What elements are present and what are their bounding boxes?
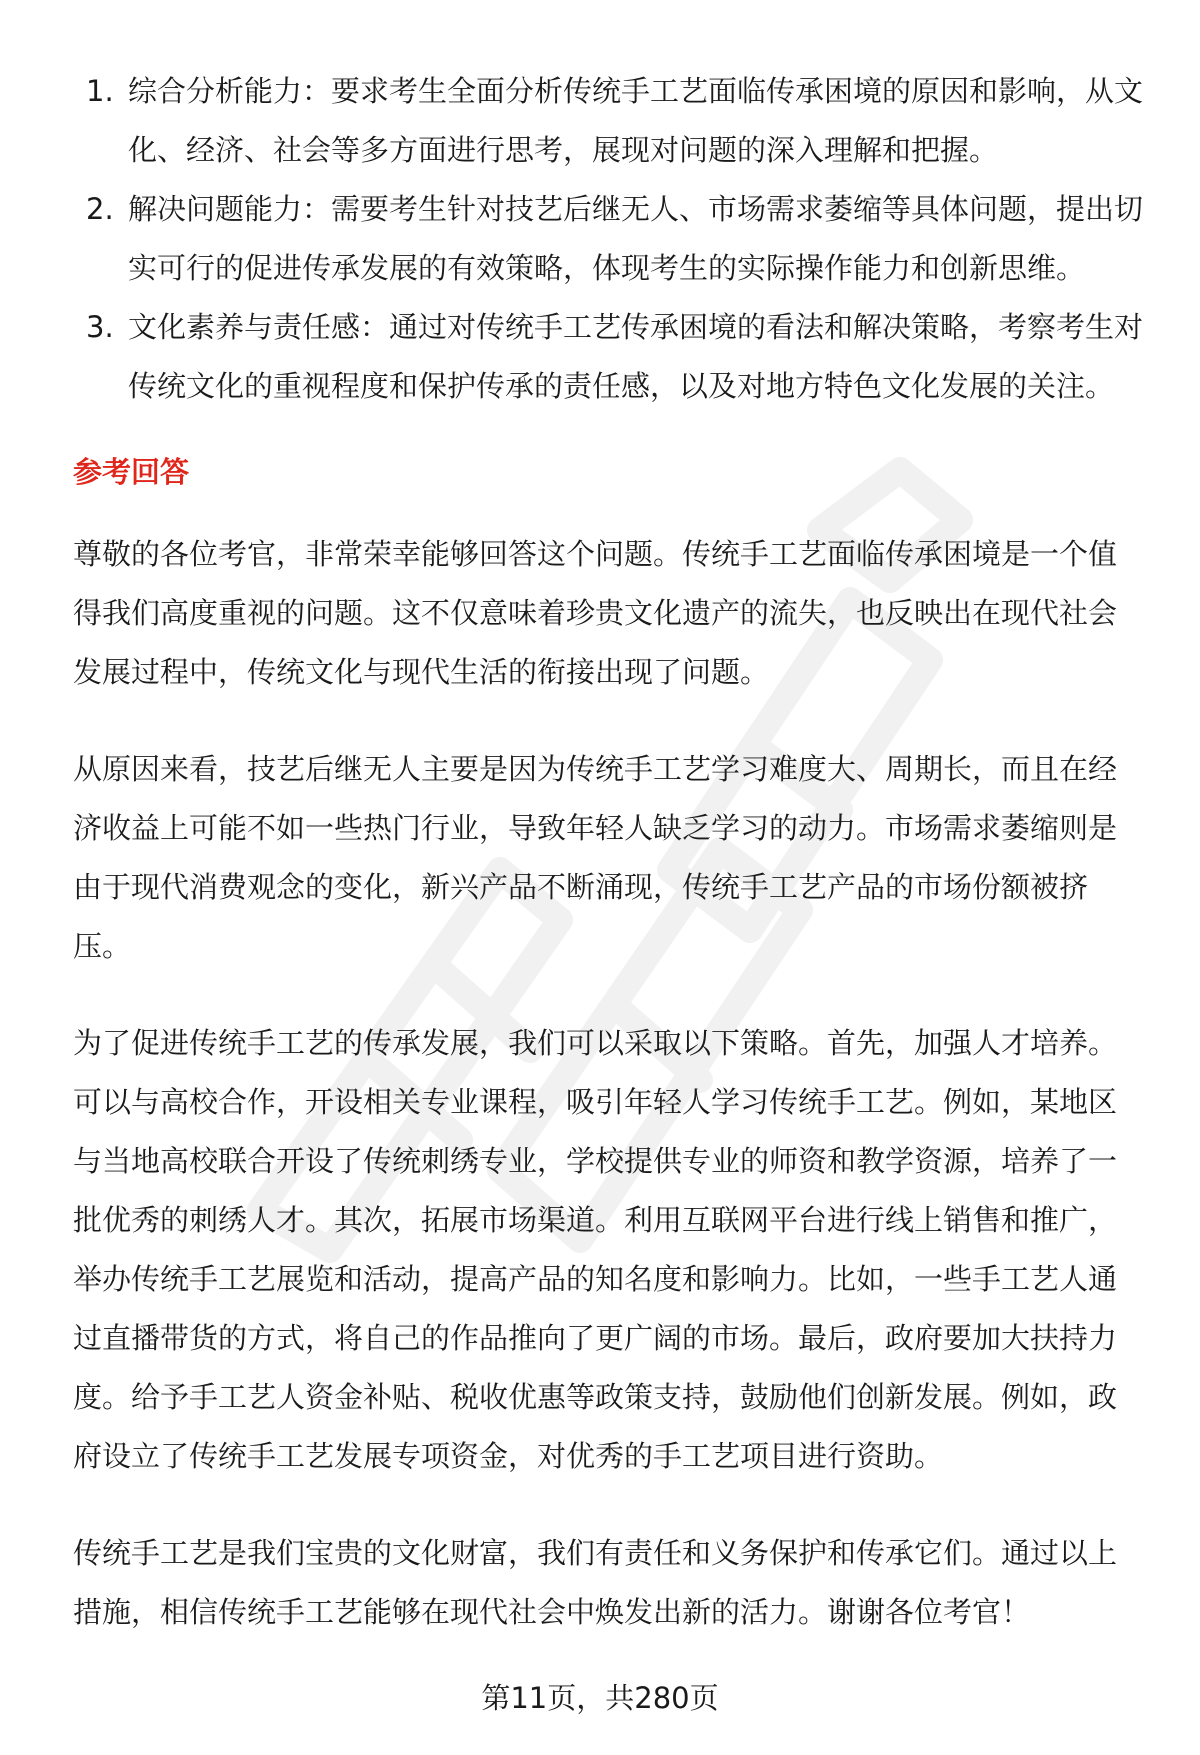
list-item-text: 综合分析能力：要求考生全面分析传统手工艺面临传承困境的原因和影响，从文化、经济、社会等多方面进行思考，展现对问题的深入理解和把握。	[128, 74, 1144, 167]
list-item-text: 文化素养与责任感：通过对传统手工艺传承困境的看法和解决策略，考察考生对传统文化的重视程度和保护传承的责任感，以及对地方特色文化发展的关注。	[128, 310, 1144, 403]
answer-paragraph: 从原因来看，技艺后继无人主要是因为传统手工艺学习难度大、周期长，而且在经济收益上可能不如一些热门行业，导致年轻人缺乏学习的动力。市场需求萎缩则是由于现代消费观念的变化，新兴产品不断涌现，传统手工艺产品的市场份额被挤压。	[73, 752, 1118, 963]
list-item	[73, 180, 1143, 298]
section-title: 参考回答	[73, 455, 190, 489]
list-item-number: 3.	[86, 310, 114, 344]
list-item	[73, 298, 1143, 416]
list-item	[73, 62, 1143, 180]
list-item-number: 2.	[86, 192, 114, 226]
list-item-number: 1.	[86, 74, 114, 108]
answer-paragraph: 尊敬的各位考官，非常荣幸能够回答这个问题。传统手工艺面临传承困境是一个值得我们高度重视的问题。这不仅意味着珍贵文化遗产的流失，也反映出在现代社会发展过程中，传统文化与现代生活的衔接出现了问题。	[73, 537, 1118, 689]
page-number-footer: 第11页，共280页	[481, 1681, 719, 1715]
page-content	[73, 62, 1143, 1642]
answer-paragraph: 为了促进传统手工艺的传承发展，我们可以采取以下策略。首先，加强人才培养。可以与高校合作，开设相关专业课程，吸引年轻人学习传统手工艺。例如，某地区与当地高校联合开设了传统刺绣专业，学校提供专业的师资和教学资源，培养了一批优秀的刺绣人才。其次，拓展市场渠道。利用互联网平台进行线上销售和推广，举办传统手工艺展览和活动，提高产品的知名度和影响力。比如，一些手工艺人通过直播带货的方式，将自己的作品推向了更广阔的市场。最后，政府要加大扶持力度。给予手工艺人资金补贴、税收优惠等政策支持，鼓励他们创新发展。例如，政府设立了传统手工艺发展专项资金，对优秀的手工艺项目进行资助。	[73, 1026, 1118, 1473]
answer-paragraph: 传统手工艺是我们宝贵的文化财富，我们有责任和义务保护和传承它们。通过以上措施，相信传统手工艺能够在现代社会中焕发出新的活力。谢谢各位考官！	[73, 1536, 1118, 1629]
list-item-text: 解决问题能力：需要考生针对技艺后继无人、市场需求萎缩等具体问题，提出切实可行的促进传承发展的有效策略，体现考生的实际操作能力和创新思维。	[128, 192, 1144, 285]
criteria-list	[73, 62, 1143, 416]
